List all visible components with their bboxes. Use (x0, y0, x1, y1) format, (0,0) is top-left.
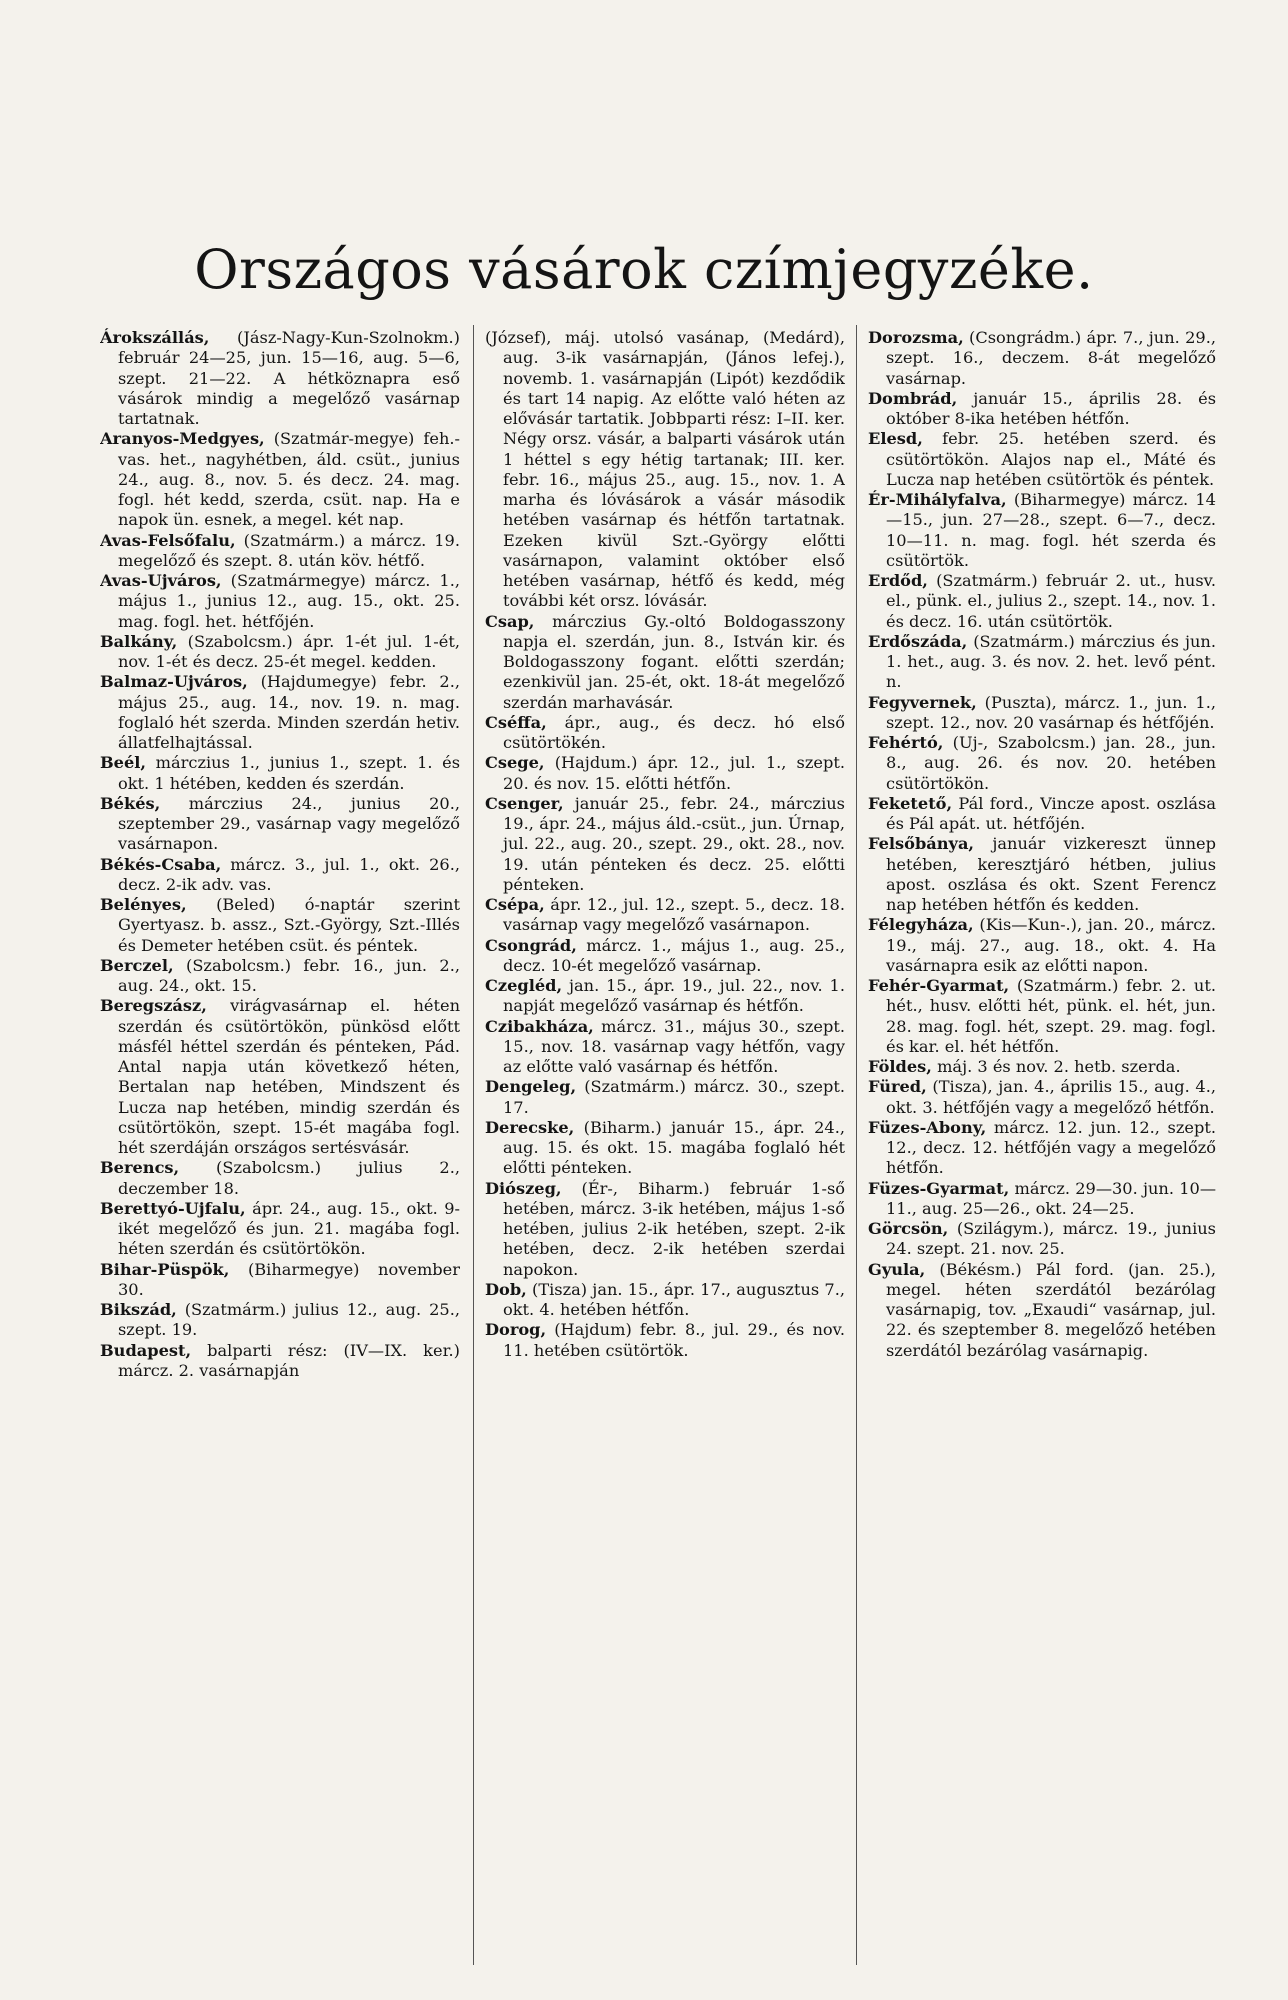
directory-entry (868, 1179, 1216, 1220)
entry-text: (Szatmármegye) márcz. 1., május 1., junius 12., aug. 15., okt. 25. mag. fogl. het. hétfőjén. (118, 571, 460, 631)
directory-entry (868, 1219, 1216, 1260)
directory-entry (100, 956, 460, 997)
directory-entry (100, 632, 460, 673)
entry-text: (Tisza) jan. 15., ápr. 17., augusztus 7., okt. 4. hetében hétfőn. (503, 1279, 845, 1319)
entry-text: márcz. 3., jul. 1., okt. 26., decz. 2-ik adv. vas. (118, 854, 460, 894)
entry-headword: Beél, (100, 753, 147, 773)
directory-entry (485, 976, 845, 1017)
entry-headword: Csongrád, (485, 935, 577, 955)
entry-text: (József), máj. utolsó vasánap, (Medárd), aug. 3-ik vasárnapján, (János lefej.), novemb. 1. vasárnapján (Lipót) kezdődik és tart 14 napig. Az előtte való héten az elővásár tartatik. Jobbparti rész: I–II. ker. Négy orsz. vásár, a balparti vásárok után 1 héttel s egy hétig tartanak; III. ker. febr. 16., május 25., aug. 15., nov. 1. A marha és lóvásárok a vásár második hetében vasárnap és hétfőn tartatnak. Ezeken kivül Szt.-György előtti vasárnapon, valamint október első hetében vasárnap, hétfő és kedd, még további két orsz. lóvásár. (485, 328, 845, 611)
directory-entry (100, 531, 460, 572)
entry-headword: Dob, (485, 1279, 527, 1299)
directory-entry (868, 1260, 1216, 1361)
page-title: Országos vásárok czímjegyzéke. (194, 238, 1094, 301)
entry-text: (Biharmegye) november 30. (118, 1259, 460, 1299)
entry-headword: Árokszállás, (100, 328, 210, 347)
entry-text: (Tisza), jan. 4., április 15., aug. 4., okt. 3. hétfőjén vagy a megelőző hétfőn. (886, 1077, 1216, 1117)
entry-headword: Félegyháza, (868, 915, 974, 935)
entry-text: ápr. 24., aug. 15., okt. 9-ikét megelőző és jun. 21. magába fogl. héten szerdán és csütörtökön. (118, 1198, 460, 1259)
entry-headword: Feketető, (868, 793, 953, 813)
entry-text: (Ér-, Biharm.) február 1-ső hetében, márcz. 3-ik hetében, május 1-ső hetében, julius 2-ik hetében, szept. 2-ik hetében, decz. 2-ik hetében szerdai napokon. (503, 1178, 845, 1279)
entry-text: (Szatmárm.) febr. 2. ut. hét., husv. előtti hét, pünk. el. hét, jun. 28. mag. fogl. hét, szept. 29. mag. fogl. és kar. el. hét hétfőn. (886, 976, 1216, 1056)
entry-headword: Füzes-Gyarmat, (868, 1178, 1010, 1198)
entry-headword: Fegyvernek, (868, 692, 977, 712)
directory-entry (868, 693, 1216, 734)
directory-entry (868, 733, 1216, 794)
entry-text: (Szatmárm.) márczius és jun. 1. het., aug. 3. és nov. 2. het. levő pént. n. (886, 631, 1216, 692)
entry-headword: Aranyos-Medgyes, (100, 429, 265, 449)
entry-headword: Budapest, (100, 1340, 192, 1360)
entry-headword: Berencs, (100, 1158, 180, 1178)
entry-text: virágvasárnap el. héten szerdán és csütörtökön, pünkösd előtt másfél héttel szerdán és pénteken, Pád. Antal napja után következő héten, Bertalan nap hetében, Mindszent és Lucza nap hetében, mindig szerdán és csütörtökön, szept. 15-ét magába fogl. hét szerdáján országos sertésvásár. (118, 996, 460, 1157)
directory-entry (868, 632, 1216, 693)
entry-text: (Szatmárm.) julius 12., aug. 25., szept. 19. (118, 1300, 460, 1340)
entry-headword: Gyula, (868, 1259, 926, 1279)
entry-headword: Békés, (100, 793, 161, 813)
entry-text: január 15., április 28. és október 8-ika hetében hétfőn. (886, 388, 1216, 428)
directory-entry (868, 1118, 1216, 1179)
entry-headword: Avas-Felsőfalu, (100, 530, 236, 550)
column-rule (856, 325, 857, 1965)
directory-entry (485, 936, 845, 977)
entry-text: (Hajdum) febr. 8., jul. 29., és nov. 11. hetében csütörtök. (503, 1320, 845, 1360)
entry-headword: Csenger, (485, 793, 564, 813)
directory-entry (485, 612, 845, 713)
directory-entry (100, 1300, 460, 1341)
column-2 (485, 328, 845, 1968)
entry-text: (Szabolcsm.) julius 2., deczember 18. (118, 1158, 460, 1198)
directory-entry (485, 895, 845, 936)
entry-headword: Berettyó-Ujfalu, (100, 1198, 246, 1218)
entry-headword: Felsőbánya, (868, 834, 975, 854)
entry-text: márcz. 1., május 1., aug. 25., decz. 10-ét megelőző vasárnap. (503, 935, 845, 975)
directory-entry (868, 1077, 1216, 1118)
entry-headword: Békés-Csaba, (100, 854, 222, 874)
entry-text: (Szilágym.), márcz. 19., junius 24. szept. 21. nov. 25. (886, 1219, 1216, 1259)
entry-headword: Ér-Mihályfalva, (868, 490, 1007, 509)
directory-entry (100, 753, 460, 794)
directory-entry (485, 1179, 845, 1280)
entry-headword: Dombrád, (868, 388, 958, 408)
column-rule (473, 325, 474, 1965)
directory-entry (485, 1077, 845, 1118)
entry-text: (Kis—Kun-.), jan. 20., márcz. 19., máj. 27., aug. 18., okt. 4. Ha vasárnapra esik az előtti napon. (886, 915, 1216, 975)
entry-headword: Fehér-Gyarmat, (868, 976, 1010, 995)
entry-text: január 25., febr. 24., márczius 19., ápr. 24., május áld.-csüt., jun. Úrnap, jul. 22., aug. 20., szept. 29., okt. 28., nov. 19. után pénteken és decz. 25. előtti pénteken. (503, 793, 845, 894)
entry-text: (Csongrádm.) ápr. 7., jun. 29., szept. 16., deczem. 8-át megelőző vasárnap. (886, 328, 1216, 388)
directory-entry (100, 1158, 460, 1199)
entry-headword: Elesd, (868, 429, 923, 449)
directory-entry (868, 571, 1216, 632)
entry-continuation (485, 328, 845, 612)
directory-entry (485, 753, 845, 794)
entry-text: (Jász-Nagy-Kun-Szolnokm.) február 24—25, jun. 15—16, aug. 5—6, szept. 21—22. A hétköznapra eső vásárok mindig a megelőző vasárnap tartatnak. (118, 328, 460, 428)
entry-headword: Beregszász, (100, 996, 207, 1016)
entry-text: márcz. 12. jun. 12., szept. 12., decz. 12. hétfőjén vagy a megelőző hétfőn. (886, 1117, 1216, 1178)
entry-headword: Dorozsma, (868, 328, 964, 347)
entry-headword: Bikszád, (100, 1300, 177, 1319)
entry-headword: Czibakháza, (485, 1016, 594, 1036)
entry-headword: Csépa, (485, 895, 545, 914)
entry-headword: Belényes, (100, 895, 187, 914)
entry-text: márczius 24., junius 20., szeptember 29., vasárnap vagy megelőző vasárnapon. (118, 793, 460, 854)
entry-text: márcz. 31., május 30., szept. 15., nov. 18. vasárnap vagy hétfőn, vagy az előtte való vasárnap és hétfőn. (503, 1016, 845, 1076)
entry-headword: Csap, (485, 611, 535, 631)
entry-text: (Beled) ó-naptár szerint Gyertyasz. b. assz., Szt.-György, Szt.-Illés és Demeter hetében csüt. és péntek. (118, 895, 460, 955)
directory-entry (485, 1118, 845, 1179)
column-3 (868, 328, 1216, 1968)
entry-text: Pál ford., Vincze apost. oszlása és Pál apát. ut. hétfőjén. (886, 793, 1216, 833)
entry-headword: Füred, (868, 1077, 927, 1097)
entry-text: márczius 1., junius 1., szept. 1. és okt. 1 hétében, kedden és szerdán. (118, 753, 460, 793)
directory-entry (868, 915, 1216, 976)
entry-text: (Szatmár-megye) feh.-vas. het., nagyhétben, áld. csüt., junius 24., aug. 8., nov. 5. és decz. 24. mag. fogl. hét kedd, szerda, csüt. nap. Ha e napok ün. esnek, a megel. két nap. (118, 429, 460, 530)
entry-text: jan. 15., ápr. 19., jul. 22., nov. 1. napját megelőző vasárnap és hétfőn. (503, 976, 845, 1016)
directory-entry (100, 895, 460, 956)
directory-entry (100, 855, 460, 896)
entry-text: márcz. 29—30. jun. 10—11., aug. 25—26., okt. 24—25. (886, 1178, 1216, 1218)
entry-text: (Békésm.) Pál ford. (jan. 25.), megel. héten szerdától bezárólag vasárnapig, tov. „Exaudi“ vasárnap, jul. 22. és szeptember 8. megelőző hetében szerdától bezárólag vasárnapig. (886, 1259, 1216, 1360)
directory-entry (100, 328, 460, 429)
directory-entry (485, 1017, 845, 1078)
entry-headword: Dengeleg, (485, 1077, 577, 1097)
directory-entry (868, 328, 1216, 389)
entry-text: ápr. 12., jul. 12., szept. 5., decz. 18. vasárnap vagy megelőző vasárnapon. (503, 895, 845, 935)
entry-text: (Uj-, Szabolcsm.) jan. 28., jun. 8., aug. 26. és nov. 20. hetében csütörtökön. (886, 733, 1216, 793)
directory-entry (868, 976, 1216, 1057)
directory-entry (868, 389, 1216, 430)
entry-text: márczius Gy.-oltó Boldogasszony napja el. szerdán, jun. 8., István kir. és Boldogasszony fogant. előtti szerdán; ezenkivül jan. 25-ét, okt. 18-át megelőző szerdán marhavásár. (503, 611, 845, 712)
entry-text: január vizkereszt ünnep hetében, keresztjáró hétben, julius apost. oszlása és okt. Szent Ferencz nap hetében hétfőn és kedden. (886, 834, 1216, 914)
entry-text: (Szabolcsm.) febr. 16., jun. 2., aug. 24., okt. 15. (118, 955, 460, 995)
entry-headword: Görcsön, (868, 1219, 949, 1238)
directory-entry (100, 672, 460, 753)
entry-text: (Szatmárm.) február 2. ut., husv. el., pünk. el., julius 2., szept. 14., nov. 1. és decz. 16. után csütörtök. (886, 571, 1216, 631)
entry-headword: Füzes-Abony, (868, 1117, 987, 1137)
directory-entry (100, 571, 460, 632)
directory-entry (868, 490, 1216, 571)
entry-headword: Erdőd, (868, 571, 928, 590)
directory-entry (100, 1199, 460, 1260)
directory-entry (485, 713, 845, 754)
entry-headword: Berczel, (100, 955, 174, 975)
directory-entry (100, 429, 460, 530)
entry-text: (Szabolcsm.) ápr. 1-ét jul. 1-ét, nov. 1-ét és decz. 25-ét megel. kedden. (118, 631, 460, 671)
entry-headword: Czegléd, (485, 976, 563, 995)
entry-text: (Puszta), márcz. 1., jun. 1., szept. 12., nov. 20 vasárnap és hétfőjén. (886, 692, 1216, 732)
directory-entry (868, 794, 1216, 835)
entry-headword: Fehértó, (868, 733, 944, 752)
entry-headword: Dorog, (485, 1320, 547, 1340)
entry-text: máj. 3 és nov. 2. hetb. szerda. (931, 1057, 1181, 1076)
entry-text: (Hajdumegye) febr. 2., május 25., aug. 14., nov. 19. n. mag. foglaló hét szerda. Minden szerdán hetiv. állatfelhajtással. (118, 672, 460, 752)
directory-entry (485, 794, 845, 895)
entry-headword: Csege, (485, 753, 545, 773)
directory-entry (868, 834, 1216, 915)
entry-headword: Balmaz-Ujváros, (100, 672, 248, 692)
directory-entry (100, 1260, 460, 1301)
entry-headword: Földes, (868, 1057, 932, 1076)
entry-headword: Derecske, (485, 1117, 575, 1137)
directory-entry (100, 794, 460, 855)
entry-headword: Balkány, (100, 631, 178, 651)
entry-text: ápr., aug., és decz. hó első csütörtökén. (503, 712, 845, 752)
entry-text: (Hajdum.) ápr. 12., jul. 1., szept. 20. és nov. 15. előtti hétfőn. (503, 753, 845, 793)
entry-headword: Erdőszáda, (868, 631, 968, 651)
entry-text: (Szatmárm.) a márcz. 19. megelőző és szept. 8. után köv. hétfő. (118, 530, 460, 570)
entry-text: (Szatmárm.) márcz. 30., szept. 17. (503, 1077, 845, 1117)
entry-text: balparti rész: (IV—IX. ker.) márcz. 2. vasárnapján (118, 1340, 460, 1380)
directory-entry (485, 1320, 845, 1361)
column-1 (100, 328, 460, 1968)
directory-entry (868, 1057, 1216, 1077)
directory-entry (100, 996, 460, 1158)
directory-entry (485, 1280, 845, 1321)
entry-text: (Biharmegye) márcz. 14—15., jun. 27—28., szept. 6—7., decz. 10—11. n. mag. fogl. hét szerda és csütörtök. (886, 490, 1216, 570)
entry-text: (Biharm.) január 15., ápr. 24., aug. 15. és okt. 15. magába foglaló hét előtti pénteken. (503, 1117, 845, 1178)
directory-entry (100, 1341, 460, 1382)
entry-headword: Avas-Ujváros, (100, 571, 222, 590)
entry-headword: Cséffa, (485, 712, 547, 732)
entry-headword: Diószeg, (485, 1178, 562, 1198)
entry-text: febr. 25. hetében szerd. és csütörtökön. Alajos nap el., Máté és Lucza nap hetében csütörtök és péntek. (886, 429, 1216, 489)
directory-entry (868, 429, 1216, 490)
entry-headword: Bihar-Püspök, (100, 1259, 230, 1279)
